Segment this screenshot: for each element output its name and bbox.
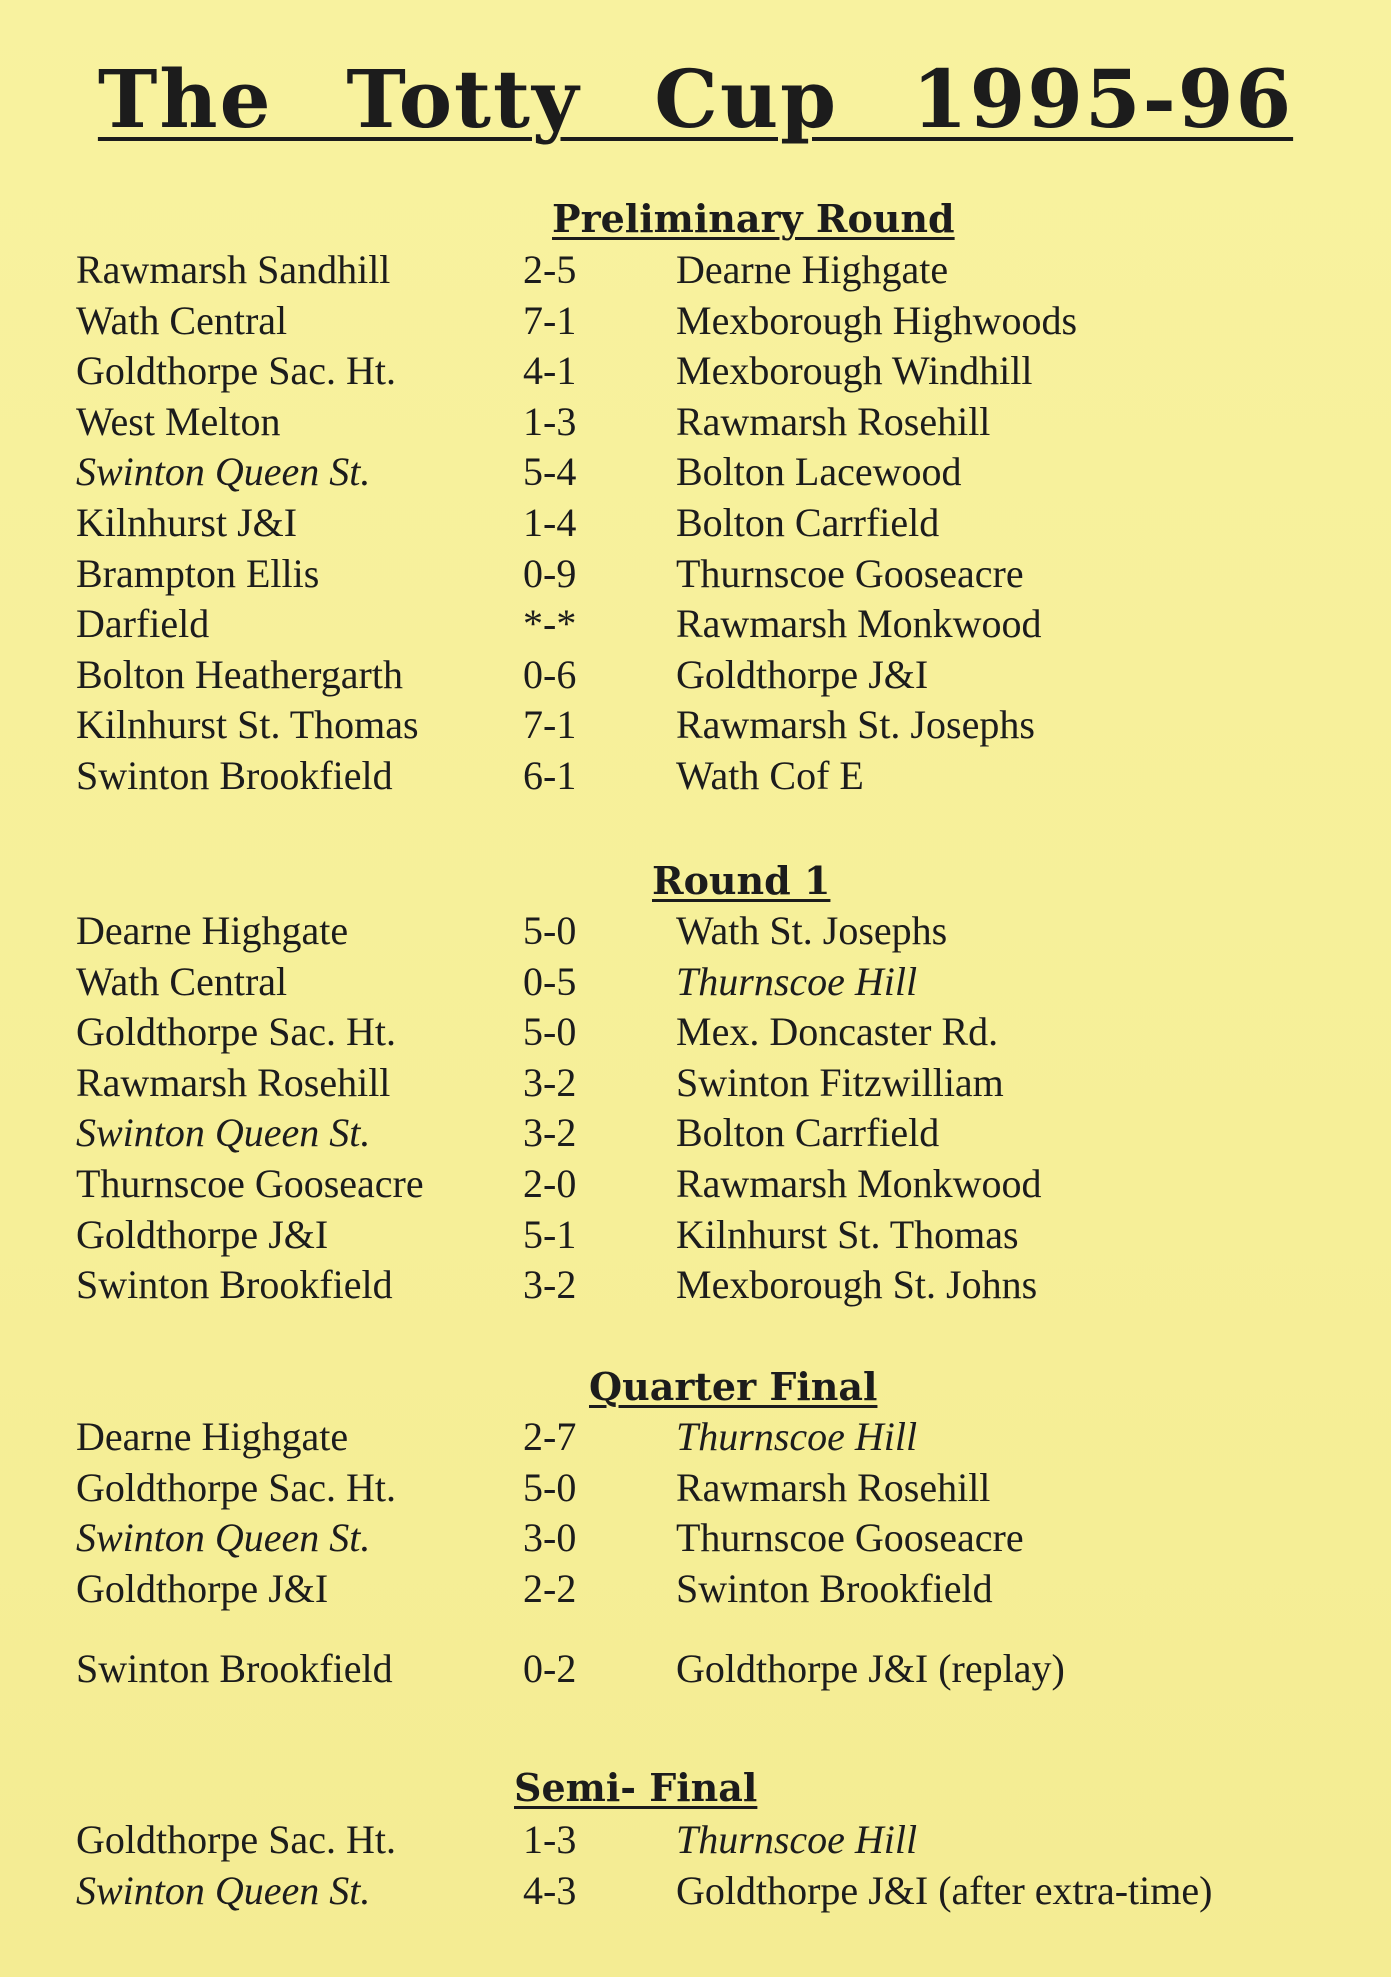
match-row bbox=[0, 1260, 1391, 1311]
away-team: Wath Cof E bbox=[676, 752, 864, 798]
round-heading: Round 1 bbox=[652, 858, 831, 903]
away-team: Mexborough Highwoods bbox=[676, 297, 1078, 343]
score: 1-4 bbox=[523, 499, 577, 545]
match-row bbox=[0, 1159, 1391, 1210]
home-team: Rawmarsh Rosehill bbox=[76, 1059, 391, 1105]
home-team: Dearne Highgate bbox=[76, 1414, 349, 1459]
score: 0-5 bbox=[523, 958, 577, 1004]
score: 0-6 bbox=[523, 651, 577, 697]
score: 3-2 bbox=[523, 1262, 577, 1308]
match-row bbox=[0, 599, 1391, 650]
home-team: Bolton Heathergarth bbox=[76, 651, 403, 697]
home-team: Swinton Queen St. bbox=[76, 1515, 371, 1561]
score: 2-7 bbox=[523, 1414, 577, 1459]
match-list-semi-final bbox=[0, 1815, 1391, 1916]
match-row bbox=[0, 245, 1391, 296]
match-row bbox=[0, 700, 1391, 751]
away-team: Dearne Highgate bbox=[676, 247, 949, 292]
match-row bbox=[0, 447, 1391, 498]
match-row bbox=[0, 1644, 1391, 1695]
away-team: Rawmarsh St. Josephs bbox=[676, 702, 1035, 748]
home-team: Swinton Brookfield bbox=[76, 1646, 393, 1692]
match-row bbox=[0, 397, 1391, 448]
home-team: Swinton Queen St. bbox=[76, 1110, 371, 1156]
score: 3-2 bbox=[523, 1059, 577, 1105]
match-row bbox=[0, 650, 1391, 701]
home-team: Wath Central bbox=[76, 958, 288, 1004]
score: 4-3 bbox=[523, 1867, 577, 1913]
document-title: The Totty Cup 1995-96 bbox=[97, 52, 1294, 146]
match-row bbox=[0, 1007, 1391, 1058]
home-team: Kilnhurst St. Thomas bbox=[76, 702, 419, 748]
home-team: Swinton Brookfield bbox=[76, 1262, 393, 1308]
home-team: Goldthorpe Sac. Ht. bbox=[76, 1817, 396, 1862]
score: 5-0 bbox=[523, 1464, 577, 1510]
match-row bbox=[0, 957, 1391, 1008]
score: 5-1 bbox=[523, 1211, 577, 1257]
score: 5-4 bbox=[523, 449, 577, 495]
away-team: Rawmarsh Monkwood bbox=[676, 601, 1042, 647]
match-row bbox=[0, 906, 1391, 957]
score: 2-0 bbox=[523, 1160, 577, 1206]
score: 0-9 bbox=[523, 550, 577, 596]
home-team: Goldthorpe Sac. Ht. bbox=[76, 1009, 396, 1055]
score: 2-5 bbox=[523, 247, 577, 292]
match-row bbox=[0, 1108, 1391, 1159]
score: 6-1 bbox=[523, 752, 577, 798]
match-row bbox=[0, 1564, 1391, 1615]
score: 7-1 bbox=[523, 297, 577, 343]
match-row bbox=[0, 1210, 1391, 1261]
score: 4-1 bbox=[523, 348, 577, 394]
home-team: Goldthorpe Sac. Ht. bbox=[76, 1464, 396, 1510]
score: 5-0 bbox=[523, 908, 577, 953]
home-team: West Melton bbox=[76, 398, 281, 444]
score: 2-2 bbox=[523, 1565, 577, 1611]
home-team: Goldthorpe J&I bbox=[76, 1211, 329, 1257]
home-team: Dearne Highgate bbox=[76, 908, 349, 953]
home-team: Goldthorpe J&I bbox=[76, 1565, 329, 1611]
round-heading: Preliminary Round bbox=[552, 196, 955, 241]
score: 0-2 bbox=[523, 1646, 577, 1692]
home-team: Swinton Queen St. bbox=[76, 449, 371, 495]
away-team: Thurnscoe Hill bbox=[676, 958, 918, 1004]
row-spacer bbox=[0, 1614, 1391, 1644]
match-row bbox=[0, 549, 1391, 600]
match-row bbox=[0, 1058, 1391, 1109]
match-row bbox=[0, 1513, 1391, 1564]
away-team: Thurnscoe Hill bbox=[676, 1414, 918, 1459]
away-team: Swinton Brookfield bbox=[676, 1565, 993, 1611]
away-team: Rawmarsh Rosehill bbox=[676, 1464, 991, 1510]
round-heading: Semi- Final bbox=[514, 1765, 758, 1810]
away-team: Mex. Doncaster Rd. bbox=[676, 1009, 999, 1055]
score: 5-0 bbox=[523, 1009, 577, 1055]
away-team: Thurnscoe Gooseacre bbox=[676, 1515, 1024, 1561]
match-row bbox=[0, 1463, 1391, 1514]
away-team: Wath St. Josephs bbox=[676, 908, 948, 953]
home-team: Swinton Brookfield bbox=[76, 752, 393, 798]
away-team: Goldthorpe J&I (after extra-time) bbox=[676, 1867, 1213, 1913]
score: 7-1 bbox=[523, 702, 577, 748]
away-team: Rawmarsh Monkwood bbox=[676, 1160, 1042, 1206]
match-row bbox=[0, 1866, 1391, 1917]
match-row bbox=[0, 1412, 1391, 1463]
away-team: Kilnhurst St. Thomas bbox=[676, 1211, 1019, 1257]
score: *-* bbox=[523, 601, 577, 647]
away-team: Bolton Carrfield bbox=[676, 499, 940, 545]
match-list-preliminary bbox=[0, 245, 1391, 802]
away-team: Goldthorpe J&I bbox=[676, 651, 929, 697]
home-team: Wath Central bbox=[76, 297, 288, 343]
match-list-quarter-final bbox=[0, 1412, 1391, 1695]
score: 3-2 bbox=[523, 1110, 577, 1156]
away-team: Swinton Fitzwilliam bbox=[676, 1059, 1004, 1105]
score: 3-0 bbox=[523, 1515, 577, 1561]
round-heading: Quarter Final bbox=[589, 1364, 878, 1409]
home-team: Darfield bbox=[76, 601, 210, 647]
home-team: Brampton Ellis bbox=[76, 550, 320, 596]
home-team: Kilnhurst J&I bbox=[76, 499, 298, 545]
away-team: Bolton Lacewood bbox=[676, 449, 962, 495]
match-row bbox=[0, 346, 1391, 397]
home-team: Rawmarsh Sandhill bbox=[76, 247, 391, 292]
home-team: Swinton Queen St. bbox=[76, 1867, 371, 1913]
match-row bbox=[0, 296, 1391, 347]
away-team: Goldthorpe J&I (replay) bbox=[676, 1646, 1065, 1692]
score: 1-3 bbox=[523, 398, 577, 444]
home-team: Goldthorpe Sac. Ht. bbox=[76, 348, 396, 394]
match-row bbox=[0, 498, 1391, 549]
away-team: Thurnscoe Gooseacre bbox=[676, 550, 1024, 596]
match-row bbox=[0, 751, 1391, 802]
away-team: Bolton Carrfield bbox=[676, 1110, 940, 1156]
match-row bbox=[0, 1815, 1391, 1866]
match-list-round-1 bbox=[0, 906, 1391, 1311]
away-team: Mexborough St. Johns bbox=[676, 1262, 1038, 1308]
away-team: Mexborough Windhill bbox=[676, 348, 1033, 394]
away-team: Rawmarsh Rosehill bbox=[676, 398, 991, 444]
away-team: Thurnscoe Hill bbox=[676, 1817, 918, 1862]
home-team: Thurnscoe Gooseacre bbox=[76, 1160, 424, 1206]
score: 1-3 bbox=[523, 1817, 577, 1862]
